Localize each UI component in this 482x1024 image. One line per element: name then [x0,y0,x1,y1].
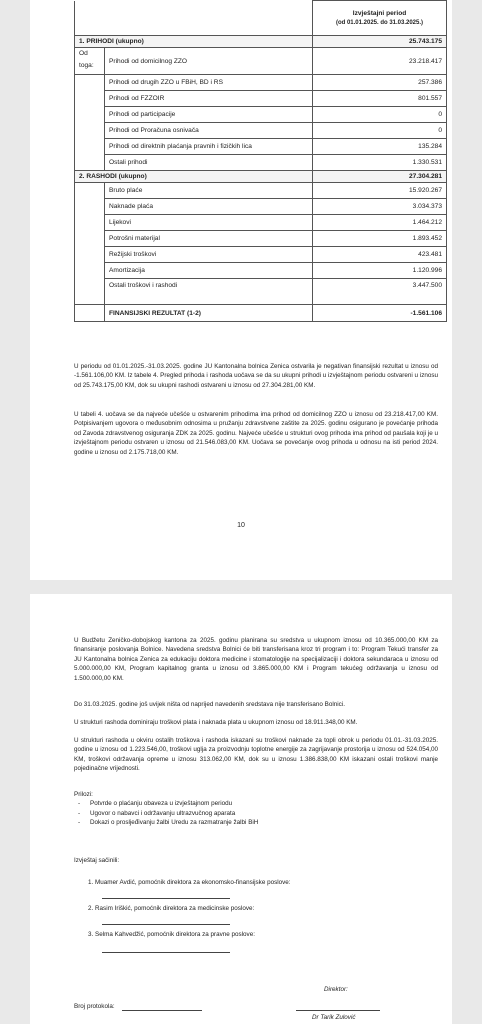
blank-cell [75,91,105,107]
blank-cell [75,305,105,322]
row-label: Bruto plaće [105,183,313,199]
table-row [75,263,447,279]
table-row [75,279,447,305]
paragraph-2: U tabeli 4. uočava se da najveće učešće u ostvarenim prihodima ima prihod od domicilnog ZZO u iznosu od 23.218.417,00 KM. Potpisivanjem ugovora o međusobnim odnosima u pružanju zdravstvene zaštite za 2025. godinu osigurano je povećanje prihoda od Zavoda zdravstvenog osiguranja ZDK za 2025. godinu. Najveće učešće u strukturi ovog prihoda ima prihod od paušala koji je u izvještajnom periodu ostvaren u iznosu od 21.546.083,00 KM. Uočava se povećanje ovog prihoda u odnosu na isti period 2024. godine u iznosu od 2.175.718,00 KM. [74,411,438,456]
table-row [75,75,447,91]
row-value: 1.893.452 [313,231,447,247]
list-item: - Ugovor o nabavci i održavanju ultrazvučnog aparata [74,809,438,818]
paragraph-1: U periodu od 01.01.2025.-31.03.2025. godine JU Kantonalna bolnica Zenica ostvarila je negativan finansijski rezultat u iznosu od -1.561.106,00 KM. Iz tabele 4. Pregled prihoda i rashoda uočava se da su ukupni prihodi u izvještajnom periodu ostvareni u iznosu od 25.743.175,00 KM, dok su ukupni rashodi ostvareni u iznosu od 27.304.281,00 KM. [74,363,438,389]
document-page-2 [30,594,452,1024]
list-item: - Potvrde o plaćanju obaveza u izvještajnom periodu [74,799,438,808]
table-row [75,139,447,155]
row-value: 15.920.267 [313,183,447,199]
paragraph-budget: U Budžetu Zeničko-dobojskog kantona za 2025. godinu planirana su sredstva u ukupnom iznosu od 10.365.000,00 KM za finansiranje poslovanja Bolnice. Navedena sredstva Bolnici će biti transferisana kroz tri program i to: Program Tekući transfer za JU Kantonalna bolnica Zenica za edukaciju doktora medicine i stomatologije na specijalizaciji i doktora sekundaraca u iznosu od 5.000.000,00 KM, Program kapitalnog granta u iznosu od 3.865.000,00 KM i Program tekućeg održavanja u iznosu od 1.500.000,00 KM. [74,637,438,682]
blank-cell [75,263,105,279]
table-row [75,107,447,123]
blank-cell [75,155,105,171]
signature-line [102,924,230,925]
row-label: Prihodi od Proračuna osnivača [105,123,313,139]
paragraph-transfer: Do 31.03.2025. godine još uvijek ništa od naprijed navedenih sredstava nije transferisano Bolnici. [74,701,345,708]
page-number: 10 [237,522,245,529]
signatory-2: 2. Rasim Iriškić, pomoćnik direktora za medicinske poslove: [88,905,255,912]
direktor-name: Dr Tarik Zulović [312,1014,356,1021]
row-label: Režijski troškovi [105,247,313,263]
row-label: Prihodi od domicilnog ZZO [105,48,313,75]
row-value: 3.034.373 [313,199,447,215]
row-label: Ostali prihodi [105,155,313,171]
prihodi-total-row [75,36,447,48]
blank-cell [75,123,105,139]
blank-cell [75,247,105,263]
row-label: Prihodi od participacije [105,107,313,123]
paragraph-plate: U strukturi rashoda dominiraju troškovi plata i naknada plata u ukupnom iznosu od 18.911.348,00 KM. [74,719,358,726]
od-toga-label: Od toga: [75,48,105,75]
prilozi-section [74,790,438,828]
row-label: Prihodi od FZZOIR [105,91,313,107]
table-row [75,123,447,139]
row-value: 23.218.417 [313,48,447,75]
blank-cell [75,139,105,155]
row-label: Naknade plaća [105,199,313,215]
result-value: -1.561.106 [313,305,447,322]
table-row [75,91,447,107]
rashodi-total-row [75,171,447,183]
row-label: Lijekovi [105,215,313,231]
table-header-row [75,1,447,36]
result-row [75,305,447,322]
table-row [75,48,447,75]
rashodi-title: 2. RASHODI (ukupno) [75,171,313,183]
row-value: 0 [313,107,447,123]
row-value: 801.557 [313,91,447,107]
prihodi-title: 1. PRIHODI (ukupno) [75,36,313,48]
row-value: 1.464.212 [313,215,447,231]
result-label: FINANSIJSKI REZULTAT (1-2) [105,305,313,322]
row-label: Prihodi od direktnih plaćanja pravnih i fizičkih lica [105,139,313,155]
row-label: Prihodi od drugih ZZO u FBiH, BD i RS [105,75,313,91]
table-row [75,155,447,171]
direktor-label: Direktor: [324,986,348,993]
table-row [75,247,447,263]
blank-cell [75,199,105,215]
blank-cell [75,75,105,91]
list-item: - Dokazi o prosljeđivanju žalbi Uredu za razmatranje žalbi BiH [74,818,438,827]
table-row [75,231,447,247]
row-value: 257.386 [313,75,447,91]
blank-cell [75,215,105,231]
document-page-1 [30,0,452,580]
paragraph-troskovi: U strukturi rashoda u okviru ostalih troškova i rashoda iskazani su troškovi naknade za topli obrok u periodu 01.01.-31.03.2025. godine u iznosu od 1.223.546,00, troškovi uglja za proizvodnju toplotne energije za zagrijavanje prostorija u iznosu od 524.054,00 KM, troškovi održavanja opreme u iznosu 313.062,00 KM, dok su u iznosu 1.386.838,00 KM iskazani ostali troškovi manje pojedinačne vrijednosti. [74,737,438,773]
signatory-3: 3. Selma Kahvedžić, pomoćnik direktora za pravne poslove: [88,931,255,938]
row-value: 1.330.531 [313,155,447,171]
blank-cell [75,183,105,199]
sacinili-title: Izvještaj sačinili: [74,857,120,864]
signature-line [102,898,230,899]
period-header-cell [313,1,447,36]
row-value: 423.481 [313,247,447,263]
signatory-1: 1. Muamer Avdić, pomoćnik direktora za ekonomsko-finansijske poslove: [88,879,291,886]
rashodi-total-value: 27.304.281 [313,171,447,183]
blank-cell [75,231,105,247]
prilozi-title: Prilozi: [74,791,93,798]
period-header-line2: (od 01.01.2025. do 31.03.2025.) [335,19,424,26]
row-value: 1.120.996 [313,263,447,279]
blank-cell [75,107,105,123]
row-value: 0 [313,123,447,139]
financial-table [74,0,447,322]
blank-cell [75,279,105,305]
prihodi-total-value: 25.743.175 [313,36,447,48]
period-header-line1: Izvještajni period [352,9,407,17]
table-row [75,183,447,199]
header-empty-cell [75,1,313,36]
row-label: Ostali troškovi i rashodi [105,279,313,305]
table-row [75,199,447,215]
protocol-line [122,1010,202,1011]
table-row [75,215,447,231]
direktor-signature-line [296,1010,380,1011]
row-label: Potrošni materijal [105,231,313,247]
row-label: Amortizacija [105,263,313,279]
row-value: 135.284 [313,139,447,155]
signature-line [102,952,230,953]
row-value: 3.447.500 [313,279,447,305]
broj-protokola-label: Broj protokola: [74,1003,115,1010]
